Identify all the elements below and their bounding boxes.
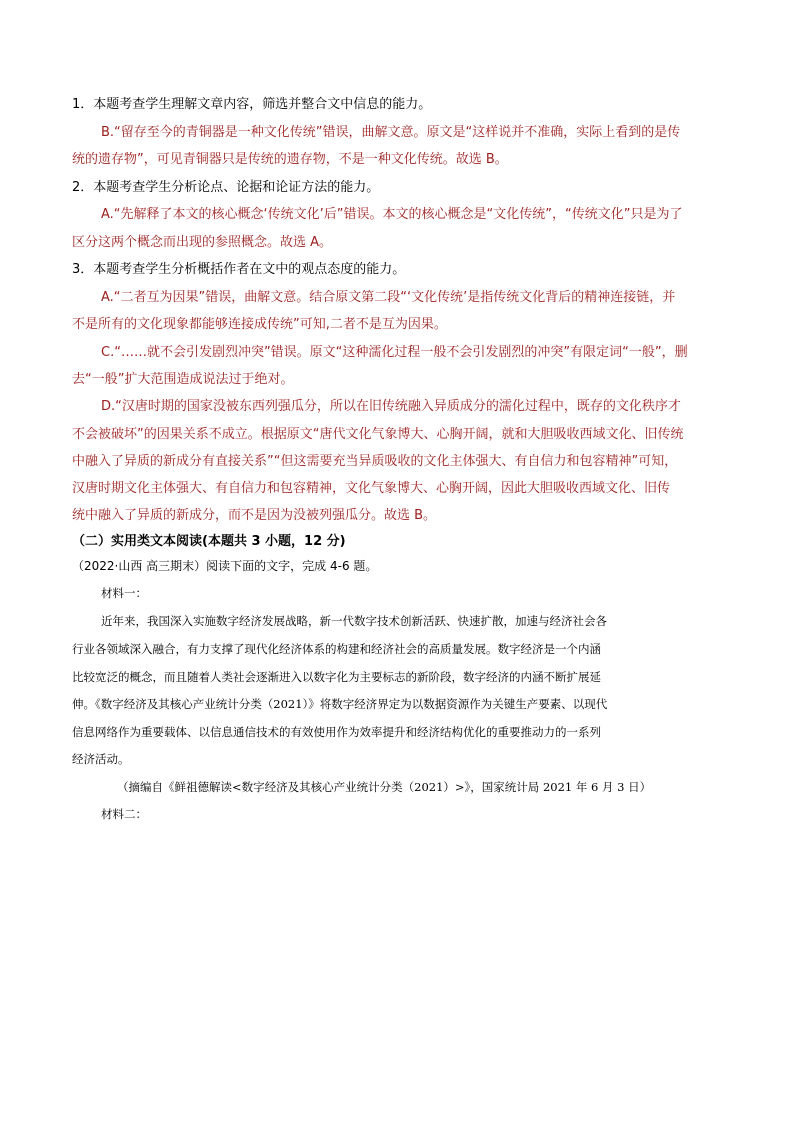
q3-heading: 3．本题考查学生分析概括作者在文中的观点态度的能力。 <box>72 262 406 277</box>
q3-option-d-line2: 不会被破坏”的因果关系不成立。根据原文“唐代文化气象博大、心胸开阔，就和大胆吸收西域文化、旧传统 <box>72 427 684 442</box>
q1-option-b-line1: B.“留存至今的青铜器是一种文化传统”错误，曲解文意。原文是“这样说并不准确，实际上看到的是传 <box>101 125 681 140</box>
material1-paragraph-line2: 行业各领域深入融合，有力支撑了现代化经济体系的构建和经济社会的高质量发展。数字经济是一个内涵 <box>72 642 601 656</box>
material1-paragraph-line4: 伸。《数字经济及其核心产业统计分类（2021）》将数字经济界定为以数据资源作为关键生产要素、以现代 <box>72 697 608 711</box>
q3-option-d-line1: D.“汉唐时期的国家没被东西列强瓜分，所以在旧传统融入异质成分的濡化过程中，既存的文化秩序才 <box>101 399 681 414</box>
material1-paragraph-line3: 比较宽泛的概念，而且随着人类社会逐渐进入以数字化为主要标志的新阶段，数字经济的内涵不断扩展延 <box>72 670 601 684</box>
q3-option-d-line4: 汉唐时期文化主体强大、有自信力和包容精神，文化气象博大、心胸开阔，因此大胆吸收西域文化、旧传 <box>72 481 671 496</box>
material1-paragraph-line6: 经济活动。 <box>72 752 130 766</box>
q3-option-d-line3: 中融入了异质的新成分有直接关系”“但这需要充当异质吸收的文化主体强大、有自信力和包容精神”可知， <box>72 454 678 469</box>
q3-option-a-line2: 不是所有的文化现象都能够连接成传统”可知,二者不是互为因果。 <box>72 317 447 332</box>
q2-heading: 2．本题考查学生分析论点、论据和论证方法的能力。 <box>72 180 380 195</box>
material1-citation: （摘编自《鲜祖德解读<数字经济及其核心产业统计分类（2021）>》，国家统计局 2021 年 6 月 3 日） <box>117 780 652 794</box>
q1-option-b-line2: 统的遗存物”，可见青铜器只是传统的遗存物，不是一种文化传统。故选 B。 <box>72 152 508 167</box>
section-source: （2022·山西 高三期末）阅读下面的文字，完成 4-6 题。 <box>72 559 378 573</box>
material1-paragraph-line1: 近年来，我国深入实施数字经济发展战略，新一代数字技术创新活跃、快速扩散，加速与经济社会各 <box>101 614 607 628</box>
section-title: （二）实用类文本阅读(本题共 3 小题，12 分) <box>72 534 346 549</box>
q2-option-a-line2: 区分这两个概念而出现的参照概念。故选 A。 <box>72 235 333 250</box>
material1-label: 材料一： <box>101 586 147 600</box>
q1-heading: 1．本题考查学生理解文章内容，筛选并整合文中信息的能力。 <box>72 97 432 112</box>
q3-option-c-line1: C.“……就不会引发剧烈冲突”错误。原文“这种濡化过程一般不会引发剧烈的冲突”有限定词“一般”，删 <box>101 345 688 360</box>
material1-paragraph-line5: 信息网络作为重要载体、以信息通信技术的有效使用作为效率提升和经济结构优化的重要推动力的一系列 <box>72 725 601 739</box>
q2-option-a-line1: A.“先解释了本文的核心概念‘传统文化’后”错误。本文的核心概念是“文化传统”，“传统文化”只是为了 <box>101 207 683 222</box>
q3-option-d-line5: 统中融入了异质的新成分，而不是因为没被列强瓜分。故选 B。 <box>72 508 437 523</box>
q3-option-c-line2: 去“一般”扩大范围造成说法过于绝对。 <box>72 372 294 387</box>
material2-label: 材料二： <box>101 807 147 821</box>
q3-option-a-line1: A.“二者互为因果”错误，曲解文意。结合原文第二段“‘文化传统’是指传统文化背后的精神连接链，并 <box>101 290 676 305</box>
